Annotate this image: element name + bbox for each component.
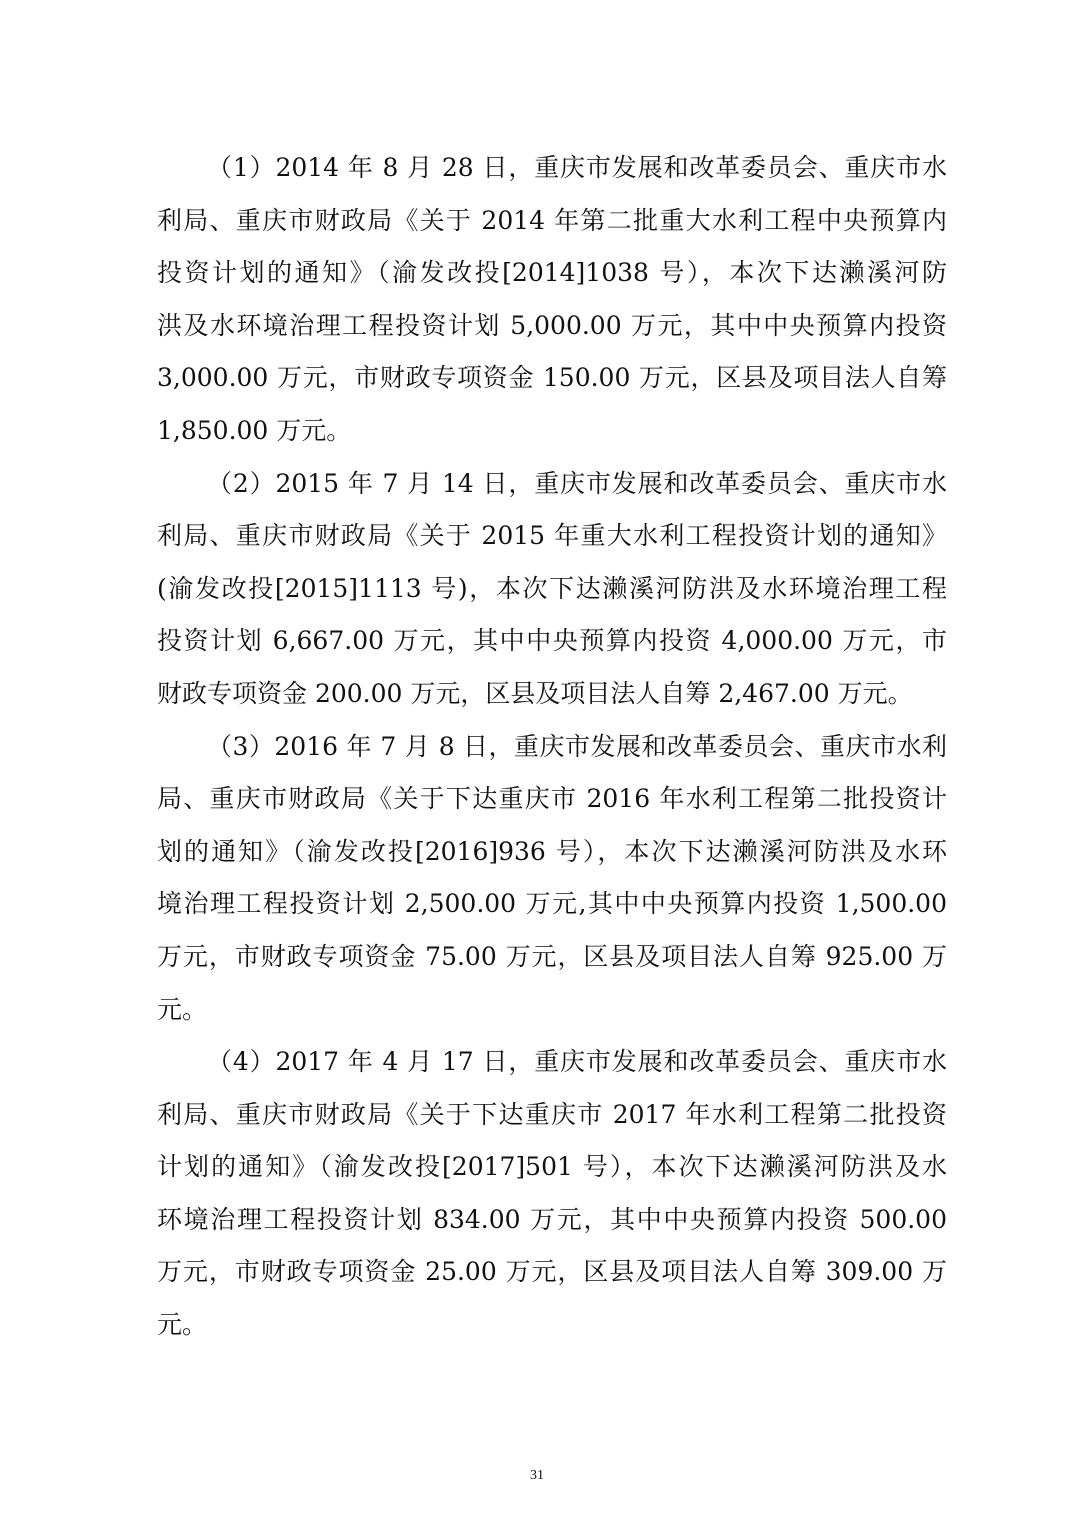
page-number: 31 (530, 1468, 544, 1483)
text-line: 局、重庆市财政局《关于下达重庆市 2016 年水利工程第二批投资计 (157, 784, 947, 814)
paragraph-3 (157, 721, 947, 1037)
text-line: （2）2015 年 7 月 14 日，重庆市发展和改革委员会、重庆市水 (207, 468, 947, 498)
text-line: 境治理工程投资计划 2,500.00 万元,其中中央预算内投资 1,500.00 (157, 889, 947, 919)
text-line: 1,850.00 万元。 (157, 415, 352, 445)
text-line: 投资计划 6,667.00 万元，其中中央预算内投资 4,000.00 万元，市 (157, 626, 947, 656)
document-body (157, 142, 947, 1352)
text-line: 3,000.00 万元，市财政专项资金 150.00 万元，区县及项目法人自筹 (157, 363, 947, 393)
text-line: 元。 (157, 1310, 208, 1340)
text-line: 万元，市财政专项资金 25.00 万元，区县及项目法人自筹 309.00 万 (157, 1257, 947, 1287)
text-line: 划的通知》（渝发改投[2016]936 号），本次下达濑溪河防洪及水环 (157, 836, 947, 866)
text-line: 计划的通知》（渝发改投[2017]501 号），本次下达濑溪河防洪及水 (157, 1152, 947, 1182)
paragraph-2 (157, 458, 947, 721)
text-line: 财政专项资金 200.00 万元，区县及项目法人自筹 2,467.00 万元。 (157, 678, 913, 708)
paragraph-4 (157, 1036, 947, 1352)
text-line: （3）2016 年 7 月 8 日，重庆市发展和改革委员会、重庆市水利 (207, 731, 947, 761)
text-line: 万元，市财政专项资金 75.00 万元，区县及项目法人自筹 925.00 万 (157, 941, 947, 971)
text-line: (渝发改投[2015]1113 号)，本次下达濑溪河防洪及水环境治理工程 (157, 573, 947, 603)
text-line: 洪及水环境治理工程投资计划 5,000.00 万元，其中中央预算内投资 (157, 310, 947, 340)
text-line: 环境治理工程投资计划 834.00 万元，其中中央预算内投资 500.00 (157, 1204, 947, 1234)
text-line: （1）2014 年 8 月 28 日，重庆市发展和改革委员会、重庆市水 (207, 153, 947, 182)
text-line: 利局、重庆市财政局《关于下达重庆市 2017 年水利工程第二批投资 (157, 1099, 947, 1129)
paragraph-1 (157, 142, 947, 458)
text-line: 元。 (157, 994, 208, 1024)
text-line: 利局、重庆市财政局《关于 2014 年第二批重大水利工程中央预算内 (157, 205, 947, 235)
text-line: （4）2017 年 4 月 17 日，重庆市发展和改革委员会、重庆市水 (207, 1047, 947, 1077)
text-line: 投资计划的通知》（渝发改投[2014]1038 号），本次下达濑溪河防 (157, 258, 947, 288)
text-line: 利局、重庆市财政局《关于 2015 年重大水利工程投资计划的通知》 (157, 521, 947, 551)
